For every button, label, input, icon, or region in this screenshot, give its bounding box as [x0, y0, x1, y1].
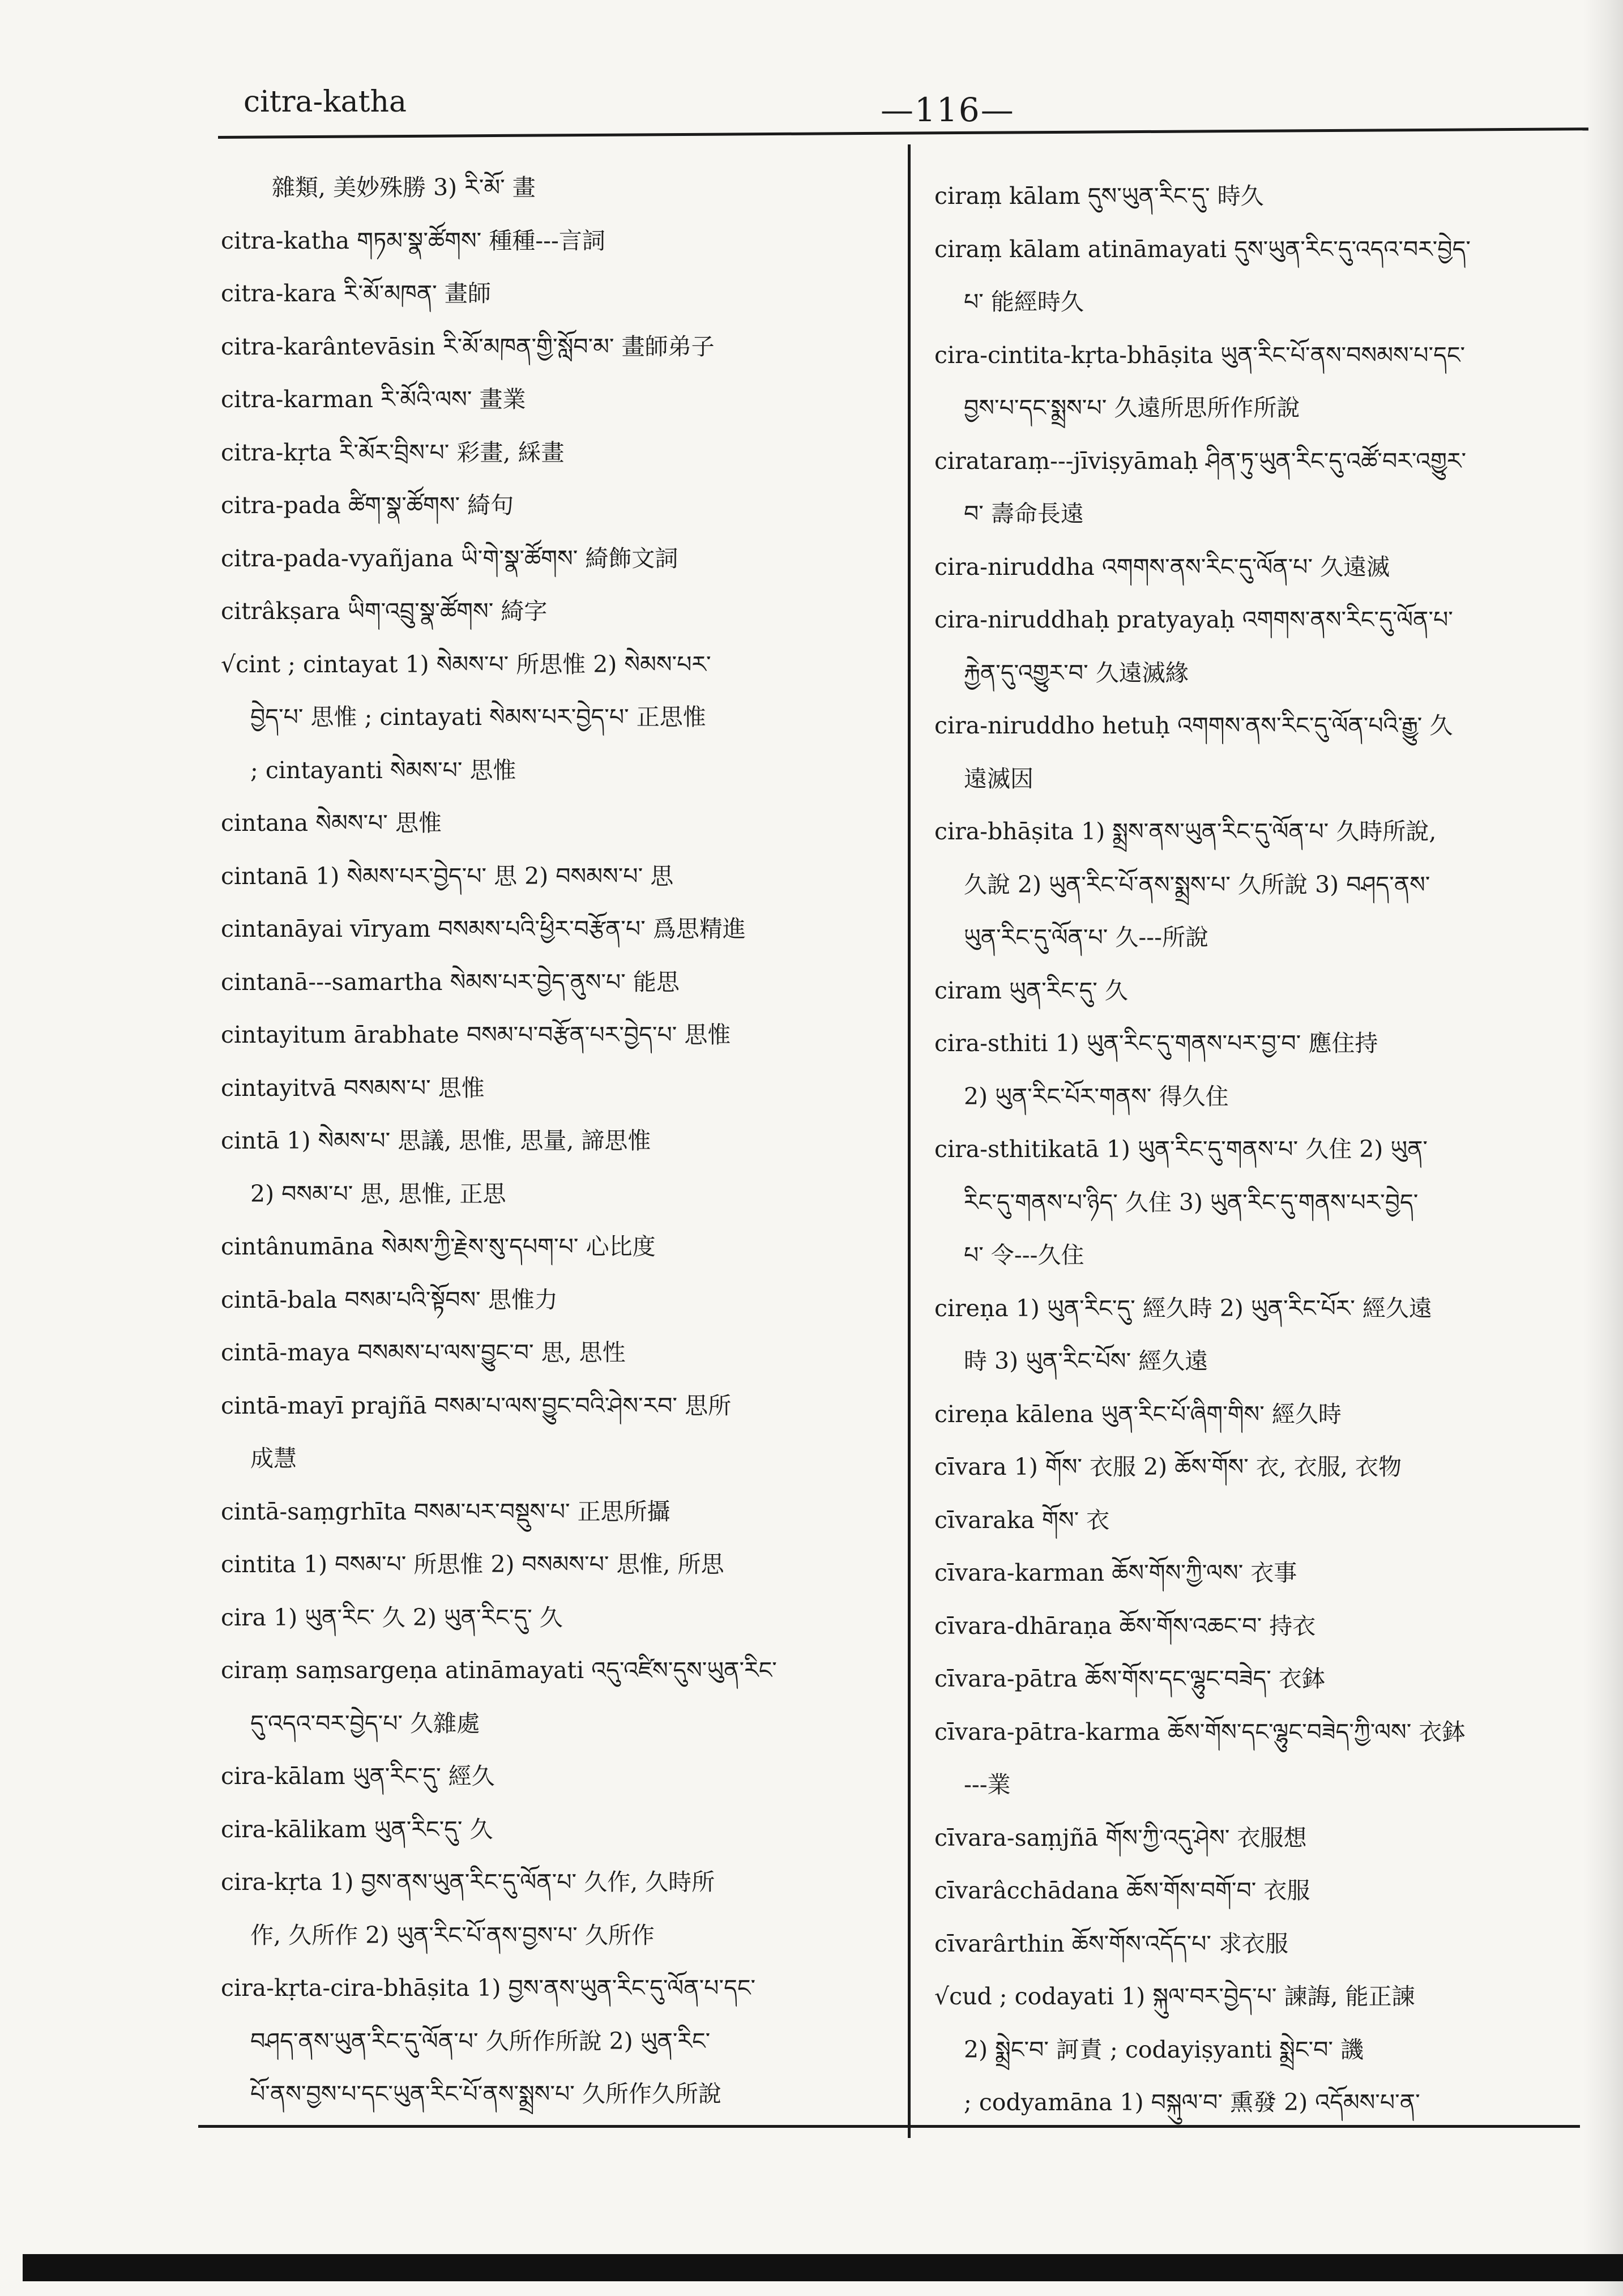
dictionary-entry-continuation: ཡུན་རིང་དུ་ལོན་པ་ 久---所說	[964, 924, 1208, 951]
dictionary-entry-continuation: པ་ 令---久住	[964, 1241, 1084, 1269]
dictionary-entry-continuation: 時 3) ཡུན་རིང་པོས་ 經久遠	[964, 1347, 1208, 1375]
dictionary-entry: cīvara-dhāraṇa ཆོས་གོས་འཆང་བ་ 持衣	[934, 1612, 1316, 1640]
dictionary-entry: cira-sthitikatā 1) ཡུན་རིང་དུ་གནས་པ་ 久住 2) ཡུན་	[934, 1136, 1428, 1163]
dictionary-entry: cireṇa kālena ཡུན་རིང་པོ་ཞིག་གིས་ 經久時	[934, 1400, 1342, 1428]
dictionary-entry: citra-karântevāsin རི་མོ་མཁན་གྱི་སློབ་མ་ 畫師弟子	[221, 332, 715, 360]
dictionary-entry: citra-pada-vyañjana ཡི་གེ་སྣ་ཚོགས་ 綺飾文詞	[221, 544, 678, 572]
dictionary-entry: cintā-maya བསམས་པ་ལས་བྱུང་བ་ 思, 思性	[221, 1339, 626, 1366]
dictionary-entry: citrâkṣara ཡིག་འབྲུ་སྣ་ཚོགས་ 綺字	[221, 598, 548, 625]
dictionary-entry: cintita 1) བསམ་པ་ 所思惟 2) བསམས་པ་ 思惟, 所思	[221, 1551, 724, 1578]
dictionary-entry: cira-kṛta-cira-bhāṣita 1) བྱས་ནས་ཡུན་རིང་དུ་ལོན་པ་དང་	[221, 1974, 756, 2001]
dictionary-entry-continuation: བྱེད་པ་ 思惟 ; cintayati སེམས་པར་བྱེད་པ་ 正思惟	[250, 703, 706, 731]
dictionary-entry: cīvarâcchādana ཆོས་གོས་བགོ་བ་ 衣服	[934, 1877, 1310, 1904]
running-head: citra-katha	[244, 85, 407, 119]
scan-edge-band	[23, 2254, 1623, 2281]
dictionary-entry-continuation: ---業	[964, 1771, 1011, 1798]
dictionary-entry: cintā-mayī prajñā བསམ་པ་ལས་བྱུང་བའི་ཤེས་རབ་ 思所	[221, 1392, 732, 1419]
page-number: —116—	[881, 91, 1015, 129]
dictionary-entry-continuation: རྐྱེན་དུ་འགྱུར་བ་ 久遠滅緣	[964, 659, 1189, 686]
dictionary-entry: ciraṃ saṃsargeṇa atināmayati འདུ་འཛིས་དུས་ཡུན་རིང་	[221, 1657, 777, 1684]
dictionary-entry: cira-kṛta 1) བྱས་ནས་ཡུན་རིང་དུ་ལོན་པ་ 久作, 久時所	[221, 1868, 715, 1896]
dictionary-entry: cira-cintita-kṛta-bhāṣita ཡུན་རིང་པོ་ནས་བསམས་པ་དང་	[934, 341, 1466, 369]
dictionary-entry-continuation: བྱས་པ་དང་སྨྲས་པ་ 久遠所思所作所說	[964, 394, 1300, 421]
dictionary-entry: cīvarârthin ཆོས་གོས་འདོད་པ་ 求衣服	[934, 1930, 1288, 1957]
dictionary-entry: cīvara-pātra-karma ཆོས་གོས་དང་ལྷུང་བཟེད་ཀྱི་ལས་ 衣鉢	[934, 1718, 1466, 1746]
dictionary-entry: cira-kālam ཡུན་རིང་དུ་ 經久	[221, 1762, 495, 1790]
dictionary-entry: citra-pada ཚིག་སྣ་ཚོགས་ 綺句	[221, 492, 514, 519]
dictionary-entry-continuation: ; cintayanti སེམས་པ་ 思惟	[250, 756, 516, 784]
dictionary-entry: ciraṃ kālam atināmayati དུས་ཡུན་རིང་དུ་འདའ་བར་བྱེད་	[934, 235, 1471, 263]
dictionary-entry: cintanā---samartha སེམས་པར་བྱེད་ནུས་པ་ 能思	[221, 968, 680, 996]
dictionary-entry: citra-karman རི་མོའི་ལས་ 畫業	[221, 386, 526, 413]
dictionary-entry: cintânumāna སེམས་ཀྱི་རྗེས་སུ་དཔག་པ་ 心比度	[221, 1233, 656, 1260]
dictionary-entry: cintā-bala བསམ་པའི་སྟོབས་ 思惟力	[221, 1286, 558, 1313]
dictionary-entry: citra-katha གཏམ་སྣ་ཚོགས་ 種種---言詞	[221, 227, 605, 254]
left-column	[221, 161, 895, 2121]
dictionary-entry-continuation: པོ་ནས་བྱས་པ་དང་ཡུན་རིང་པོ་ནས་སྨྲས་པ་ 久所作久所說	[250, 2080, 721, 2107]
dictionary-entry: cintā 1) སེམས་པ་ 思議, 思惟, 思量, 諦思惟	[221, 1127, 651, 1154]
dictionary-entry: cira-niruddhaḥ pratyayaḥ འགགས་ནས་རིང་དུ་ལོན་པ་	[934, 606, 1453, 633]
dictionary-entry-continuation: དུ་འདའ་བར་བྱེད་པ་ 久雜處	[250, 1709, 480, 1737]
dictionary-entry-continuation: 2) བསམ་པ་ 思, 思惟, 正思	[250, 1180, 506, 1207]
dictionary-entry-continuation: 久說 2) ཡུན་རིང་པོ་ནས་སྨྲས་པ་ 久所說 3) བཤད་ནས་	[964, 870, 1430, 898]
column-divider	[908, 144, 911, 2138]
dictionary-entry: cīvara-karman ཆོས་གོས་ཀྱི་ལས་ 衣事	[934, 1559, 1297, 1586]
dictionary-entry: cira 1) ཡུན་རིང་ 久 2) ཡུན་རིང་དུ་ 久	[221, 1603, 563, 1631]
dictionary-entry: cira-sthiti 1) ཡུན་རིང་དུ་གནས་པར་བྱ་བ་ 應住持	[934, 1030, 1378, 1057]
dictionary-entry: √cint ; cintayat 1) སེམས་པ་ 所思惟 2) སེམས་པར་	[221, 650, 711, 678]
dictionary-entry-continuation: 2) སྨྲེང་བ་ 訶責 ; codayiṣyanti སྨྲེང་བ་ 譏	[964, 2035, 1364, 2063]
dictionary-entry: cintana སེམས་པ་ 思惟	[221, 809, 442, 837]
dictionary-entry: cintanā 1) སེམས་པར་བྱེད་པ་ 思 2) བསམས་པ་ 思	[221, 862, 674, 890]
dictionary-entry: cirataraṃ---jīviṣyāmaḥ ཤིན་ཏུ་ཡུན་རིང་དུ་འཚོ་བར་འགྱུར་	[934, 447, 1467, 475]
dictionary-entry: ciraṃ kālam དུས་ཡུན་རིང་དུ་ 時久	[934, 182, 1264, 210]
dictionary-entry-continuation: རིང་དུ་གནས་པ་ཉིད་ 久住 3) ཡུན་རིང་དུ་གནས་པར་བྱེད་	[964, 1188, 1419, 1216]
dictionary-entry: cintanāyai vīryam བསམས་པའི་ཕྱིར་བརྩོན་པ་ 爲思精進	[221, 915, 746, 942]
dictionary-entry-continuation: པ་ 能經時久	[964, 288, 1084, 315]
dictionary-entry: cira-niruddho hetuḥ འགགས་ནས་རིང་དུ་ལོན་པའི་རྒྱུ་ 久	[934, 712, 1453, 739]
dictionary-entry-continuation: 雜類, 美妙殊勝 3) རི་མོ་ 畫	[272, 174, 536, 201]
dictionary-entry-continuation: 成慧	[250, 1445, 297, 1472]
dictionary-entry: cīvara-saṃjñā གོས་ཀྱི་འདུ་ཤེས་ 衣服想	[934, 1824, 1307, 1851]
dictionary-entry-continuation: 作, 久所作 2) ཡུན་རིང་པོ་ནས་བྱས་པ་ 久所作	[250, 1921, 655, 1949]
dictionary-entry: cira-niruddha འགགས་ནས་རིང་དུ་ལོན་པ་ 久遠滅	[934, 553, 1390, 581]
dictionary-entry: cīvaraka གོས་ 衣	[934, 1506, 1110, 1534]
dictionary-entry: citra-kṛta རི་མོར་བྲིས་པ་ 彩畫, 綵畫	[221, 438, 565, 466]
dictionary-entry-continuation: ; codyamāna 1) བསྐུལ་བ་ 熏發 2) འདོམས་པ་ན་	[964, 2089, 1420, 2116]
dictionary-entry: cira-bhāṣita 1) སྨྲས་ནས་ཡུན་རིང་དུ་ལོན་པ་ 久時所說,	[934, 818, 1437, 845]
dictionary-entry: citra-kara རི་མོ་མཁན་ 畫師	[221, 280, 491, 307]
dictionary-entry-continuation: བཤད་ནས་ཡུན་རིང་དུ་ལོན་པ་ 久所作所說 2) ཡུན་རིང་	[250, 2027, 711, 2055]
dictionary-entry: cira-kālikam ཡུན་རིང་དུ་ 久	[221, 1815, 493, 1843]
header-rule	[218, 127, 1588, 139]
right-column	[934, 170, 1591, 2129]
dictionary-entry-continuation: བ་ 壽命長遠	[964, 500, 1084, 527]
dictionary-entry: ciram ཡུན་རིང་དུ་ 久	[934, 976, 1128, 1004]
dictionary-entry: cintayitum ārabhate བསམ་པ་བརྩོན་པར་བྱེད་པ་ 思惟	[221, 1021, 731, 1048]
dictionary-entry: cintayitvā བསམས་པ་ 思惟	[221, 1074, 485, 1102]
dictionary-entry: cīvara 1) གོས་ 衣服 2) ཆོས་གོས་ 衣, 衣服, 衣物	[934, 1453, 1402, 1480]
dictionary-entry-continuation: 遠滅因	[964, 765, 1033, 792]
dictionary-entry: √cud ; codayati 1) སྐུལ་བར་བྱེད་པ་ 諫誨, 能正諫	[934, 1983, 1415, 2010]
dictionary-entry-continuation: 2) ཡུན་རིང་པོར་གནས་ 得久住	[964, 1082, 1229, 1110]
dictionary-entry: cireṇa 1) ཡུན་རིང་དུ་ 經久時 2) ཡུན་རིང་པོར་ 經久遠	[934, 1294, 1432, 1322]
dictionary-entry: cintā-saṃgrhīta བསམ་པར་བསྡུས་པ་ 正思所攝	[221, 1497, 670, 1525]
dictionary-entry: cīvara-pātra ཆོས་གོས་དང་ལྷུང་བཟེད་ 衣鉢	[934, 1665, 1325, 1692]
